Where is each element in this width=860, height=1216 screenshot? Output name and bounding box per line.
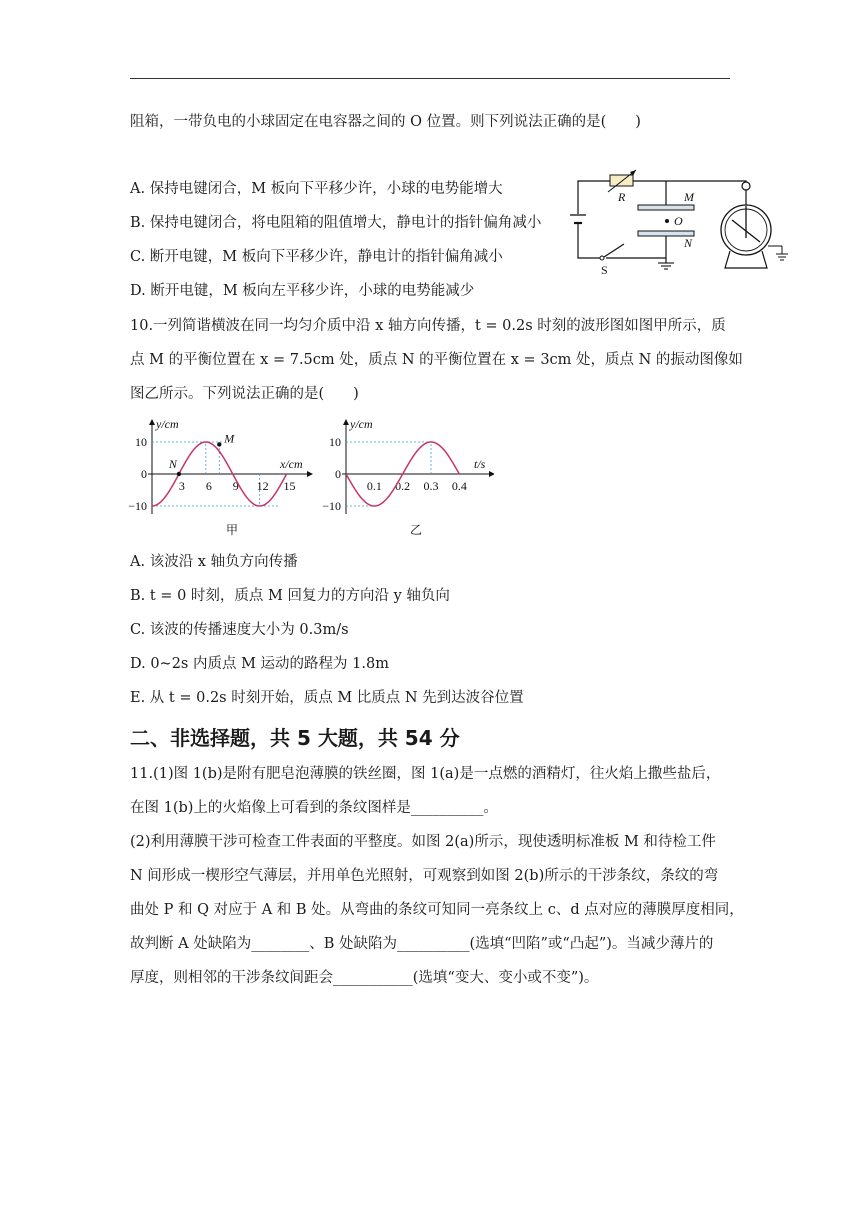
q11-line-2: 在图 1(b)上的火焰像上可看到的条纹图样是__________。 [130, 800, 498, 816]
resistor [610, 175, 633, 186]
x-tick-label: 9 [232, 479, 239, 493]
q10-option-d: D. 0~2s 内质点 M 运动的路程为 1.8m [130, 656, 389, 672]
q9-stem: 阻箱，一带负电的小球固定在电容器之间的 O 位置。则下列说法正确的是( ) [130, 114, 641, 130]
figure-caption: 甲 [226, 523, 239, 537]
point-m [217, 442, 221, 446]
y-tick-label: 0 [335, 467, 341, 481]
x-axis-label: x/cm [280, 457, 303, 471]
figure-caption: 乙 [410, 523, 423, 537]
point-label-n: N [168, 457, 177, 471]
switch-label: S [601, 263, 608, 277]
y-tick-label: 10 [135, 435, 147, 449]
y-tick-label: −10 [322, 499, 341, 513]
q9-option-d: D. 断开电键，M 板向左平移少许，小球的电势能减少 [130, 283, 475, 299]
vibration-graph-yi [314, 414, 494, 538]
q10-stem-line-3: 图乙所示。下列说法正确的是( ) [130, 386, 359, 402]
x-tick-label: 0.1 [366, 479, 382, 493]
q9-option-b: B. 保持电键闭合，将电阻箱的阻值增大，静电计的指针偏角减小 [130, 215, 542, 231]
wave-graph-jia [128, 414, 318, 538]
x-axis-label: t/s [474, 457, 486, 471]
y-tick-label: −10 [128, 499, 147, 513]
x-tick-label: 12 [256, 479, 269, 493]
y-axis-label: y/cm [156, 417, 179, 431]
q10-option-b: B. t = 0 时刻，质点 M 回复力的方向沿 y 轴负向 [130, 588, 450, 604]
q10-stem-line-1: 10.一列简谐横波在同一均匀介质中沿 x 轴方向传播，t = 0.2s 时刻的波形图如图甲所示，质 [130, 318, 726, 334]
resistor-label: R [618, 190, 626, 204]
q11-line-6: 故判断 A 处缺陷为________、B 处缺陷为__________(选填“凹陷”或“凸起”)。当减少薄片的 [130, 936, 714, 952]
x-tick-label: 3 [178, 479, 185, 493]
x-tick-label: 6 [205, 479, 212, 493]
point-n [177, 472, 181, 476]
plate-n-label: N [684, 236, 693, 250]
header-rule [130, 78, 730, 79]
electrometer-icon [721, 182, 788, 268]
q11-line-3: (2)利用薄膜干涉可检查工件表面的平整度。如图 2(a)所示，现使透明标准板 M 和待检工件 [130, 834, 716, 850]
q10-option-a: A. 该波沿 x 轴负方向传播 [130, 554, 298, 570]
q10-option-c: C. 该波的传播速度大小为 0.3m/s [130, 622, 349, 638]
q10-stem-line-2: 点 M 的平衡位置在 x = 7.5cm 处，质点 N 的平衡位置在 x = 3cm 处，质点 N 的振动图像如 [130, 352, 743, 368]
section-heading: 二、非选择题，共 5 大题，共 54 分 [130, 726, 460, 750]
q9-option-a: A. 保持电键闭合，M 板向下平移少许，小球的电势能增大 [130, 181, 503, 197]
q11-line-7: 厚度，则相邻的干涉条纹间距会___________(选填“变大、变小或不变”)。 [130, 970, 599, 986]
x-tick-label: 15 [283, 479, 296, 493]
q11-line-5: 曲处 P 和 Q 对应于 A 和 B 处。从弯曲的条纹可知同一亮条纹上 c、d 点对应的薄膜厚度相同， [130, 902, 744, 918]
y-tick-label: 0 [141, 467, 147, 481]
y-axis-label: y/cm [350, 417, 373, 431]
q10-option-e: E. 从 t = 0.2s 时刻开始，质点 M 比质点 N 先到达波谷位置 [130, 690, 524, 706]
plate-m-label: M [684, 190, 694, 204]
plate-m [638, 205, 694, 210]
x-tick-label: 0.3 [423, 479, 439, 493]
circuit-diagram [568, 168, 793, 278]
q11-line-1: 11.(1)图 1(b)是附有肥皂泡薄膜的铁丝圈，图 1(a)是一点燃的酒精灯，往火焰上撒些盐后， [130, 766, 721, 782]
point-o-label: O [674, 214, 683, 228]
q11-line-4: N 间形成一楔形空气薄层，并用单色光照射，可观察到如图 2(b)所示的干涉条纹，条纹的弯 [130, 868, 719, 884]
charged-ball [665, 219, 669, 223]
point-label-m: M [224, 431, 235, 446]
q9-option-c: C. 断开电键，M 板向下平移少许，静电计的指针偏角减小 [130, 249, 503, 265]
x-tick-label: 0.2 [395, 479, 411, 493]
y-tick-label: 10 [329, 435, 341, 449]
x-tick-label: 0.4 [451, 479, 467, 493]
switch-blade [604, 244, 624, 257]
